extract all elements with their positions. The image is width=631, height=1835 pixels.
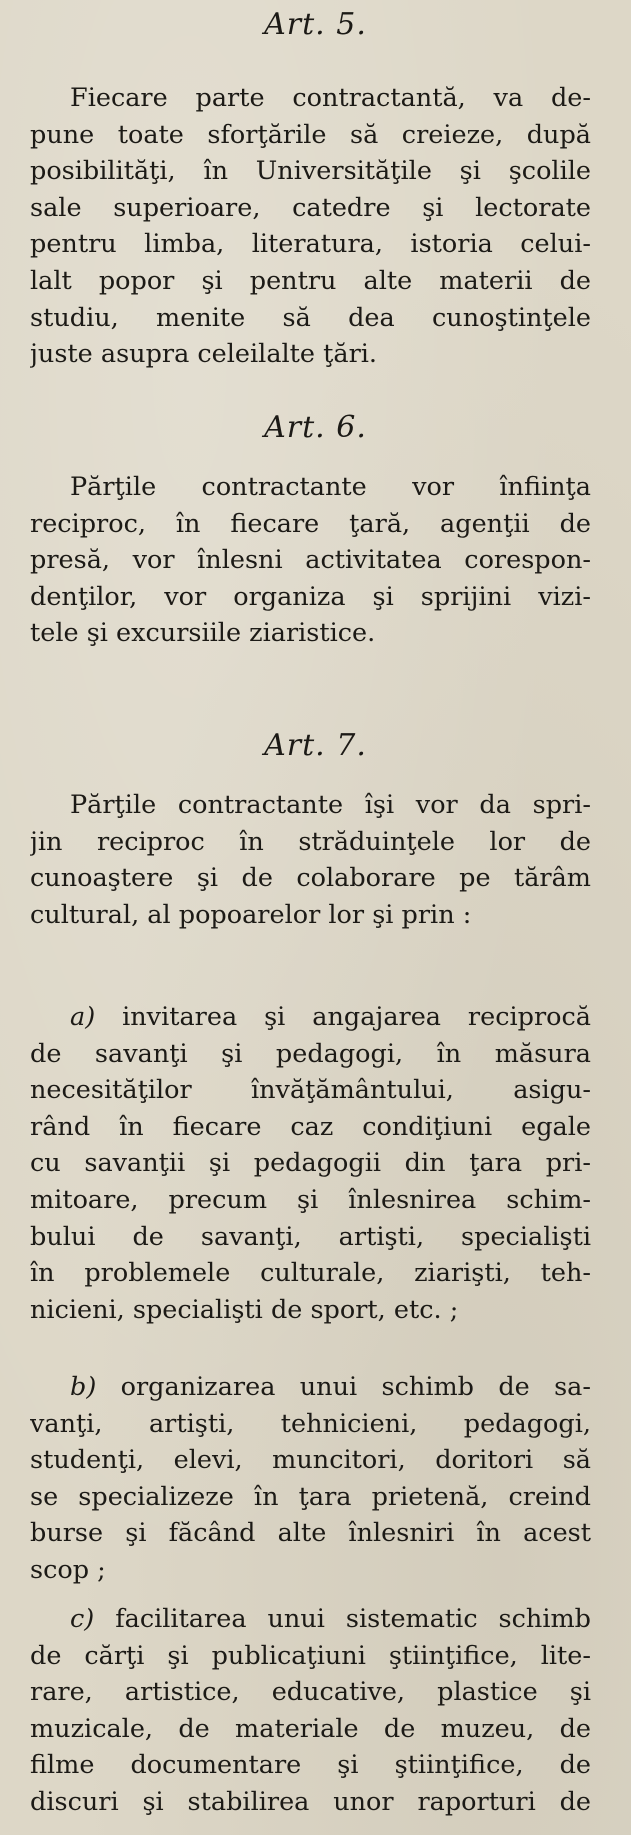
text-line: mitoare, precum şi înlesnirea schim- xyxy=(30,1184,591,1215)
item-first-line-text: invitarea şi angajarea reciprocă xyxy=(122,1002,591,1032)
item-marker: c) xyxy=(70,1604,95,1634)
article-7-item-c xyxy=(30,1601,591,1821)
text-line: se specializeze în ţara prietenă, creind xyxy=(30,1481,591,1512)
text-line: tele şi excursiile ziaristice. xyxy=(30,618,376,649)
article-5-heading: Art. 5. xyxy=(264,7,367,42)
article-6-paragraph xyxy=(30,469,591,652)
text-line: Părţile contractante vor înfiinţa xyxy=(70,472,591,502)
text-line: jin reciproc în străduinţele lor de xyxy=(30,826,591,857)
text-line: cultural, al popoarelor lor şi prin : xyxy=(30,899,472,930)
text-line: lalt popor şi pentru alte materii de xyxy=(30,265,591,296)
item-first-line-text: facilitarea unui sistematic schimb xyxy=(115,1604,591,1634)
article-7-heading: Art. 7. xyxy=(264,728,367,763)
article-7-item-a xyxy=(30,999,591,1328)
text-line: în problemele culturale, ziarişti, teh- xyxy=(30,1258,591,1289)
text-line: reciproc, în fiecare ţară, agenţii de xyxy=(30,508,591,539)
text-line: burse şi făcând alte înlesniri în acest xyxy=(30,1518,591,1549)
text-line: vanţi, artişti, tehnicieni, pedagogi, xyxy=(30,1408,591,1439)
text-line: Fiecare parte contractantă, va de- xyxy=(70,83,591,113)
text-line: juste asupra celeilalte ţări. xyxy=(30,339,378,370)
article-6-heading: Art. 6. xyxy=(264,410,367,445)
text-line: cu savanţii şi pedagogii din ţara pri- xyxy=(30,1148,591,1179)
text-line: muzicale, de materiale de muzeu, de xyxy=(30,1713,591,1744)
text-line: denţilor, vor organiza şi sprijini vizi- xyxy=(30,581,591,612)
text-line: discuri şi stabilirea unor raporturi de xyxy=(30,1786,591,1817)
item-marker: b) xyxy=(70,1372,97,1402)
item-marker: a) xyxy=(70,1002,96,1032)
text-line: Părţile contractante îşi vor da spri- xyxy=(70,790,591,820)
item-first-line-text: organizarea unui schimb de sa- xyxy=(120,1372,591,1402)
text-line: sale superioare, catedre şi lectorate xyxy=(30,192,591,223)
item-first-line xyxy=(30,999,591,1036)
text-line: pune toate sforţările să creieze, după xyxy=(30,119,591,150)
article-5-paragraph xyxy=(30,80,591,373)
text-line: rând în fiecare caz condiţiuni egale xyxy=(30,1111,591,1142)
text-line: presă, vor înlesni activitatea corespon- xyxy=(30,545,591,576)
text-line: necesităţilor învăţământului, asigu- xyxy=(30,1075,591,1106)
text-line: studiu, menite să dea cunoştinţele xyxy=(30,302,591,333)
text-line: de savanţi şi pedagogi, în măsura xyxy=(30,1038,591,1069)
text-line: filme documentare şi ştiinţifice, de xyxy=(30,1750,591,1781)
text-line: studenţi, elevi, muncitori, doritori să xyxy=(30,1445,591,1476)
text-line: nicieni, specialişti de sport, etc. ; xyxy=(30,1294,459,1325)
text-line: scop ; xyxy=(30,1554,106,1585)
text-line: bului de savanţi, artişti, specialişti xyxy=(30,1221,591,1252)
item-first-line xyxy=(30,1601,591,1638)
text-line: rare, artistice, educative, plastice şi xyxy=(30,1677,591,1708)
article-7-item-b xyxy=(30,1369,591,1589)
text-line: pentru limba, literatura, istoria celui- xyxy=(30,229,591,260)
text-line: cunoaştere şi de colaborare pe tărâm xyxy=(30,863,591,894)
text-line: posibilităţi, în Universităţile şi şcolile xyxy=(30,156,591,187)
article-7-intro-paragraph xyxy=(30,787,591,933)
item-first-line xyxy=(30,1369,591,1406)
text-line: de cărţi şi publicaţiuni ştiinţifice, lite- xyxy=(30,1640,591,1671)
